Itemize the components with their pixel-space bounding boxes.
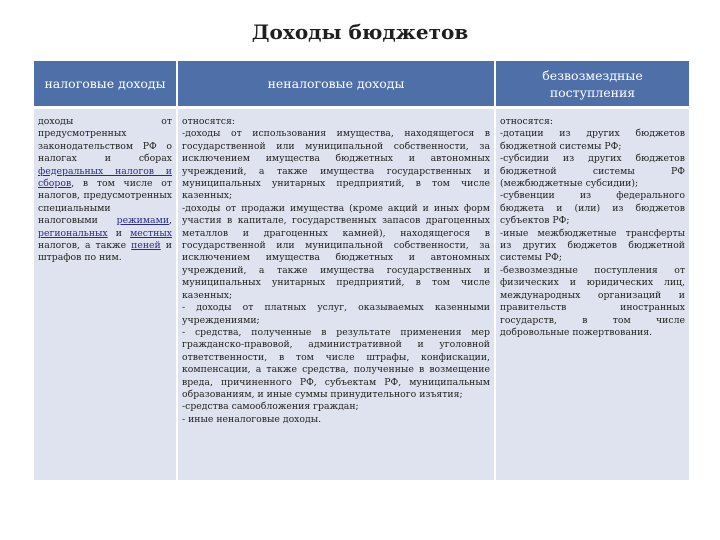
- header-gratuitous-receipts: безвозмездные поступления: [495, 61, 689, 108]
- local-taxes-link[interactable]: местных: [130, 227, 172, 239]
- tax-text-3: ,: [169, 215, 172, 227]
- tax-text-6: и штрафов по ним.: [38, 240, 172, 264]
- header-tax-income: налоговые доходы: [34, 61, 177, 108]
- table-row: [34, 108, 689, 481]
- non-tax-item: - средства, полученные в результате применения мер гражданско-правовой, административной и уголовной ответственности, в том числе штрафы, конфискации, компенсации, а также средства, полученные в возмещение вреда, причиненного РФ, субъектам РФ, муниципальным образованиям, и иные суммы принудительного изъятия;: [182, 326, 490, 400]
- non-tax-item: - иные неналоговые доходы.: [182, 413, 322, 425]
- non-tax-item: относятся:: [182, 116, 235, 127]
- page-title: Доходы бюджетов: [251, 20, 469, 44]
- non-tax-item: - доходы от платных услуг, оказываемых казенными учреждениями;: [182, 302, 490, 326]
- gratuitous-receipts-cell: [495, 108, 689, 481]
- gratuitous-item: относятся:: [500, 116, 553, 127]
- tax-income-cell: [34, 108, 177, 481]
- non-tax-item: -доходы от продажи имущества (кроме акций и иных форм участия в капитале, государственных запасов драгоценных металлов и драгоценных камней), находящегося в государственной или муниципальной собственности, за исключением имущества бюджетных и автономных учреждений, а также имущества государственных и муниципальных унитарных предприятий, в том числе казенных;: [182, 202, 490, 301]
- tax-text-5: налогов, а также: [38, 240, 132, 252]
- tax-text-2: , в том числе от налогов, предусмотренных специальными налоговыми: [38, 178, 172, 227]
- non-tax-income-cell: [177, 108, 495, 481]
- gratuitous-item: -субвенции из федерального бюджета и (или) из бюджетов субъектов РФ;: [500, 190, 685, 227]
- regional-taxes-link[interactable]: региональных: [38, 227, 108, 239]
- gratuitous-item: -дотации из других бюджетов бюджетной системы РФ;: [500, 128, 685, 152]
- gratuitous-item: -иные межбюджетные трансферты из других бюджетов бюджетной системы РФ;: [500, 227, 685, 264]
- budget-income-table: [34, 61, 689, 480]
- tax-text-1: доходы от предусмотренных законодательством РФ о налогах и сборах: [38, 116, 172, 165]
- table-header-row: [34, 61, 689, 108]
- fines-link[interactable]: пеней: [131, 240, 161, 252]
- non-tax-item: -средства самообложения граждан;: [182, 401, 359, 413]
- gratuitous-item: -безвозмездные поступления от физических и юридических лиц, международных организаций и правительств иностранных государств, в том числе добровольные пожертвования.: [500, 264, 685, 338]
- non-tax-item: -доходы от использования имущества, находящегося в государственной или муниципальной собственности, за исключением имущества бюджетных и автономных учреждений, а также имущества государственных и муниципальных унитарных предприятий, в том числе казенных;: [182, 128, 490, 202]
- header-non-tax-income: неналоговые доходы: [177, 61, 495, 108]
- gratuitous-item: -субсидии из других бюджетов бюджетной системы РФ (межбюджетные субсидии);: [500, 153, 685, 190]
- federal-taxes-link[interactable]: федеральных налогов и сборов: [38, 165, 172, 190]
- tax-text-4: и: [107, 227, 131, 239]
- tax-regimes-link[interactable]: режимами: [116, 215, 170, 227]
